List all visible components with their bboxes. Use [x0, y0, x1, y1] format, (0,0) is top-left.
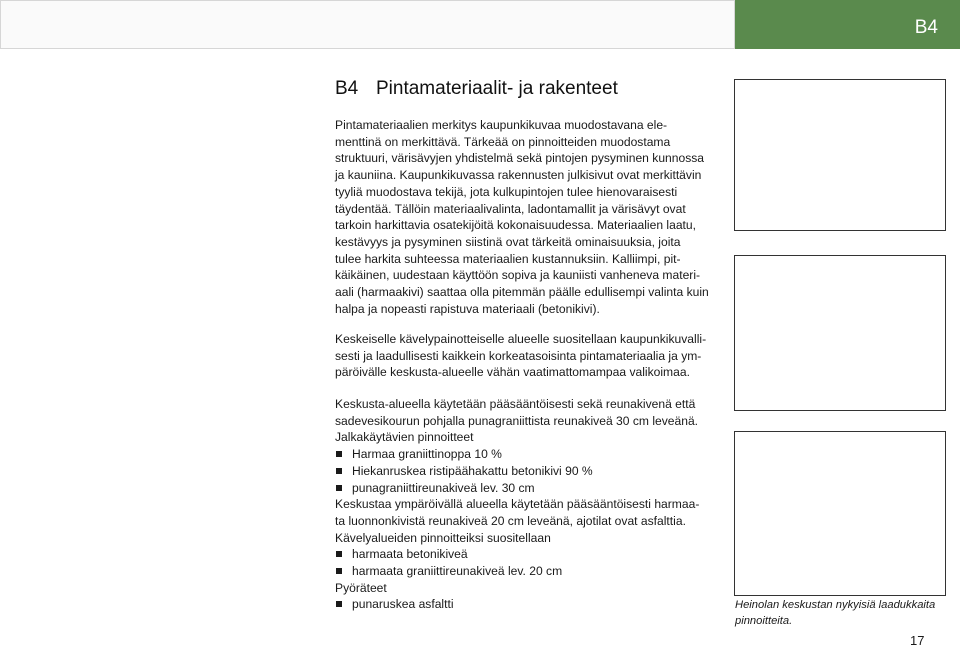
text-line: tulee harkita suhteessa materiaalien kustannuksiin. Kalliimpi, pit- [335, 251, 681, 266]
list-item: Hiekanruskea ristipäähakattu betonikivi 90 % [335, 463, 719, 480]
pedestrian-heading: Kävelyalueiden pinnoitteiksi suositellaan [335, 530, 551, 545]
list-item: punagraniittireunakiveä lev. 30 cm [335, 480, 719, 497]
page-number: 17 [910, 633, 925, 648]
recommendation-paragraph [335, 331, 719, 381]
text-line: Keskeiselle kävelypainotteiselle alueelle suositellaan kaupunkikuvalli- [335, 332, 707, 346]
text-line: ta luonnonkivistä reunakiveä 20 cm leveänä, ajotilat ovat asfalttia. [335, 513, 686, 528]
text-line: sesti ja laadullisesti kaikkein korkeatasoisinta pintamateriaalia ja ym- [335, 348, 702, 363]
list-item: Harmaa graniittinoppa 10 % [335, 446, 719, 463]
text-line: struktuuri, värisävyjen yhdistelmä sekä pintojen pysyminen kunnossa [335, 151, 705, 166]
text-line: menttinä on merkittävä. Tärkeää on pinnoitteiden muodostama [335, 134, 671, 149]
text-line: Keskustaa ympäröivällä alueella käytetään pääsääntöisesti harmaa- [335, 497, 700, 512]
section-tab [735, 0, 960, 49]
caption-line: Heinolan keskustan nykyisiä laadukkaita [735, 599, 936, 611]
bike-list [335, 596, 719, 613]
photo-placeholder-1 [734, 79, 946, 231]
text-line: halpa ja nopeasti rapistuva materiaali (betonikivi). [335, 301, 600, 316]
list-item: harmaata graniittireunakiveä lev. 20 cm [335, 563, 719, 580]
bike-heading: Pyöräteet [335, 580, 387, 595]
materials-section [335, 396, 719, 613]
photo-placeholder-2 [734, 255, 946, 411]
text-line: käikäinen, uudestaan käyttöön sopiva ja kauniisti vanheneva materi- [335, 268, 701, 283]
text-line: aali (harmaakivi) saattaa olla pitemmän päälle edullisempi valinta kuin [335, 285, 709, 300]
text-line: täydentää. Tällöin materiaalivalinta, ladontamallit ja värisävyt ovat [335, 201, 686, 216]
walkway-heading: Jalkakäytävien pinnoitteet [335, 430, 474, 445]
text-line: kestävyys ja pysyminen siistinä ovat tärkeitä ominaisuuksia, joita [335, 234, 681, 249]
text-line: Keskusta-alueella käytetään pääsääntöisesti sekä reunakivenä että [335, 397, 696, 411]
list-item: harmaata betonikiveä [335, 546, 719, 563]
section-tab-label: B4 [914, 16, 938, 38]
text-line: päröivälle keskusta-alueelle vähän vaatimattomampaa valikoimaa. [335, 365, 690, 380]
photo-placeholder-3 [734, 431, 946, 596]
section-number: B4 [335, 78, 359, 99]
text-line: tarkoin harkittavia osatekijöitä kokonaisuudessa. Materiaalien laatu, [335, 218, 696, 233]
top-header-bar [0, 0, 735, 49]
walkway-list [335, 446, 719, 496]
intro-paragraph [335, 117, 719, 317]
text-line: tyyliä muodostava tekijä, jota kulkupintojen tulee hienovaraisesti [335, 184, 678, 199]
list-item: punaruskea asfaltti [335, 596, 719, 613]
text-line: ja kauniina. Kaupunkikuvassa rakennusten julkisivut ovat merkittävin [335, 168, 702, 183]
page-title [335, 78, 618, 100]
caption-line: pinnoitteita. [735, 614, 793, 627]
text-line: Pintamateriaalien merkitys kaupunkikuvaa muodostavana ele- [335, 118, 668, 132]
text-line: sadevesikourun pohjalla punagraniittista reunakiveä 30 cm leveänä. [335, 413, 699, 428]
photo-caption [735, 598, 945, 629]
pedestrian-list [335, 546, 719, 579]
section-title: Pintamateriaalit- ja rakenteet [376, 78, 618, 99]
